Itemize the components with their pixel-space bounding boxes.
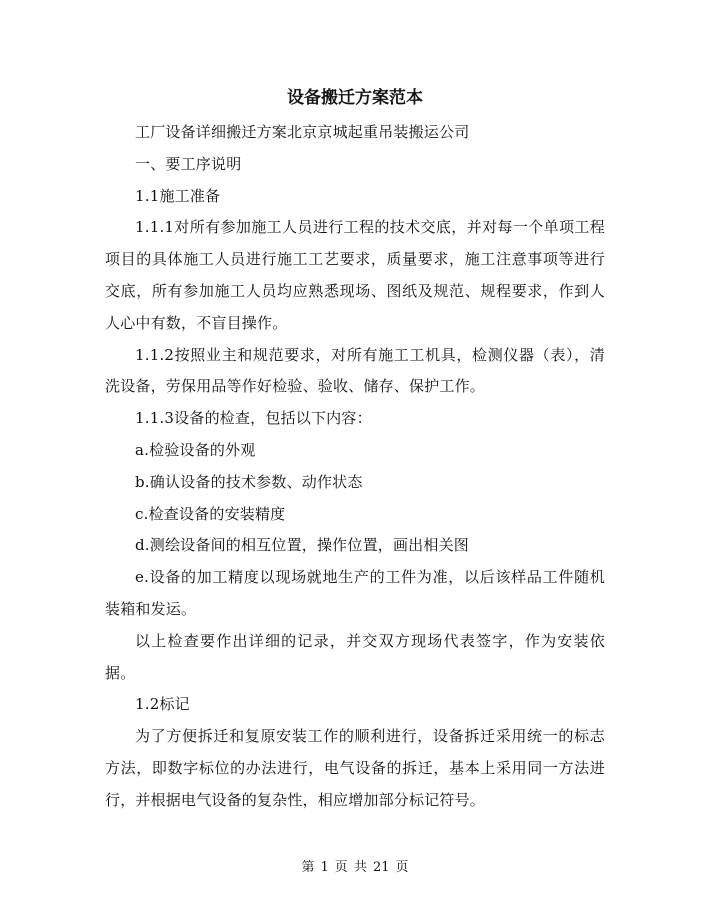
page-footer <box>0 858 710 878</box>
footer-suffix: 页 <box>395 860 409 875</box>
paragraph-marking: 为了方便拆迁和复原安装工作的顺利进行，设备拆迁采用统一的标志方法，即数字标位的办法进行，电气设备的拆迁，基本上采用同一方法进行，并根据电气设备的复杂性，相应增加部分标记符号。 <box>105 727 605 809</box>
paragraph-1-1-3: 1.1.3设备的检查，包括以下内容： <box>135 409 372 428</box>
paragraph-1-1-2: 1.1.2按照业主和规范要求，对所有施工工机具，检测仪器（表），清洗设备，劳保用品等作好检验、验收、储存、保护工作。 <box>105 345 605 396</box>
heading-section-1: 一、要工序说明 <box>135 154 242 173</box>
list-item-a: a.检验设备的外观 <box>135 440 256 459</box>
list-item-e: e.设备的加工精度以现场就地生产的工件为准，以后该样品工件随机装箱和发运。 <box>105 568 605 618</box>
document-title: 设备搬迁方案范本 <box>287 88 423 108</box>
list-item-b: b.确认设备的技术参数、动作状态 <box>135 472 363 491</box>
heading-1-2: 1.2标记 <box>135 695 190 714</box>
paragraph-1-1-1: 1.1.1对所有参加施工人员进行工程的技术交底，并对每一个单项工程项目的具体施工人员进行施工工艺要求，质量要求，施工注意事项等进行交底，所有参加施工人员均应熟悉现场、图纸及规范、规程要求，作到人人心中有数，不盲目操作。 <box>105 218 605 332</box>
footer-page-number: 1 <box>320 860 329 875</box>
paragraph-record: 以上检查要作出详细的记录，并交双方现场代表签字，作为安装依据。 <box>105 631 605 682</box>
document-body <box>105 117 605 817</box>
footer-mid: 页 共 <box>334 860 367 875</box>
paragraph-company: 工厂设备详细搬迁方案北京京城起重吊装搬运公司 <box>135 123 470 141</box>
list-item-d: d.测绘设备间的相互位置，操作位置，画出相关图 <box>135 536 469 555</box>
footer-prefix: 第 <box>301 860 315 875</box>
heading-1-1: 1.1施工准备 <box>135 186 221 205</box>
list-item-c: c.检查设备的安装精度 <box>135 504 286 523</box>
footer-total-pages: 21 <box>372 860 390 875</box>
